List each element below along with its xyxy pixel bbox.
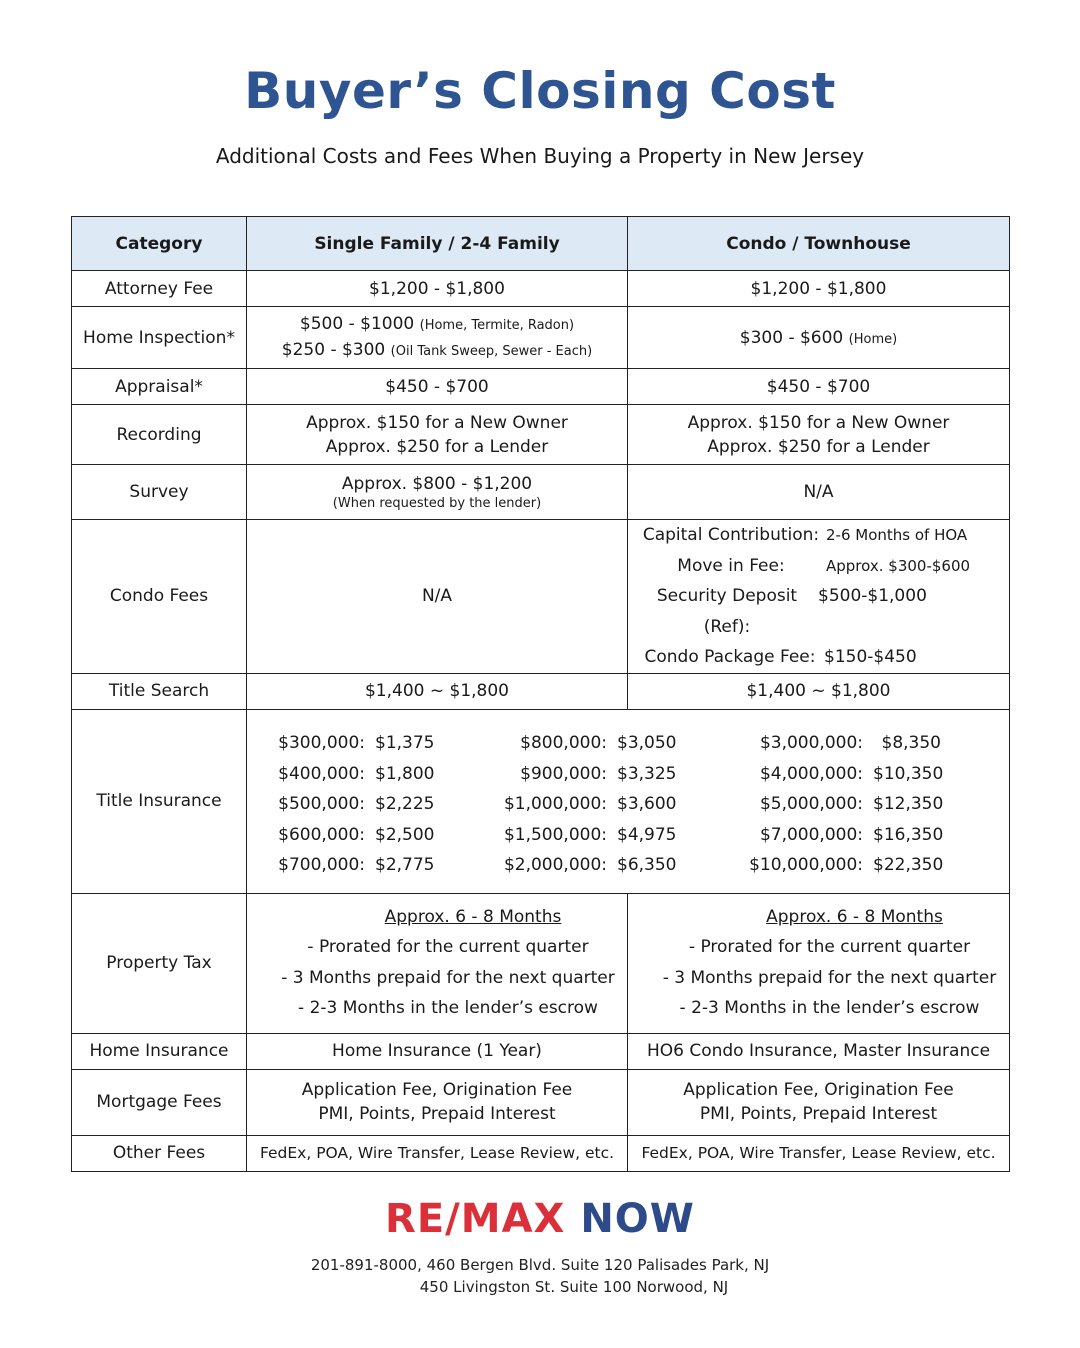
condo-fee-key: Move in Fee: xyxy=(677,555,785,576)
rate-fee: $6,350 xyxy=(617,855,677,875)
property-tax-label: Property Tax xyxy=(72,893,247,1033)
rate-row xyxy=(267,789,434,820)
home-insurance-label: Home Insurance xyxy=(72,1033,247,1069)
rate-price: $10,000,000: xyxy=(749,855,863,875)
property-tax-condo-bullet: - Prorated for the current quarter xyxy=(688,937,971,958)
inspection-single-2: $250 - $300 xyxy=(281,339,391,360)
row-home-insurance xyxy=(72,1033,1010,1069)
mortgage-single-line2: PMI, Points, Prepaid Interest xyxy=(318,1104,556,1124)
property-tax-single-bullet: - 2-3 Months in the lender’s escrow xyxy=(298,998,598,1019)
home-insurance-condo: HO6 Condo Insurance, Master Insurance xyxy=(628,1033,1010,1069)
mortgage-condo-line2: PMI, Points, Prepaid Interest xyxy=(699,1104,938,1124)
inspection-single-1-note: (Home, Termite, Radon) xyxy=(419,317,575,333)
inspection-single xyxy=(247,307,628,369)
rate-price: $4,000,000: xyxy=(759,763,863,784)
rate-price: $500,000: xyxy=(278,794,365,814)
condo-fees-label: Condo Fees xyxy=(72,520,247,674)
other-label: Other Fees xyxy=(72,1135,247,1171)
rate-price: $800,000: xyxy=(520,733,607,753)
rate-row xyxy=(267,759,434,790)
condo-fee-key: Condo Package Fee: xyxy=(644,647,816,667)
condo-fee-value: $500-$1,000 xyxy=(818,586,927,606)
inspection-condo-main: $300 - $600 xyxy=(739,327,849,348)
rate-price: $1,000,000: xyxy=(503,794,607,814)
rate-price: $400,000: xyxy=(278,763,365,784)
mortgage-single xyxy=(247,1069,628,1135)
attorney-label: Attorney Fee xyxy=(72,271,247,307)
property-tax-single-heading: Approx. 6 - 8 Months xyxy=(384,907,562,928)
title-search-single: $1,400 ~ $1,800 xyxy=(247,673,628,709)
row-recording xyxy=(72,405,1010,465)
rate-price: $7,000,000: xyxy=(759,824,863,845)
page-subtitle: Additional Costs and Fees When Buying a Property in New Jersey xyxy=(215,144,865,168)
rate-fee: $2,775 xyxy=(375,855,435,875)
row-property-tax xyxy=(72,893,1010,1033)
rate-price: $600,000: xyxy=(278,824,365,845)
rate-row xyxy=(745,789,944,820)
survey-single-note: (When requested by the lender) xyxy=(332,496,542,511)
rate-price: $3,000,000: xyxy=(759,733,863,753)
rate-row xyxy=(497,759,676,790)
page-title: Buyer’s Closing Cost xyxy=(244,62,836,120)
rate-fee: $8,350 xyxy=(881,733,941,753)
mortgage-condo-line1: Application Fee, Origination Fee xyxy=(683,1080,954,1100)
condo-fee-item xyxy=(636,551,1009,582)
appraisal-label: Appraisal* xyxy=(72,369,247,405)
rate-fee: $3,050 xyxy=(617,733,677,753)
header-category: Category xyxy=(72,217,247,271)
row-condo-fees xyxy=(72,520,1010,674)
mortgage-single-line1: Application Fee, Origination Fee xyxy=(301,1080,573,1100)
condo-fee-item xyxy=(636,520,1009,551)
rate-fee: $10,350 xyxy=(873,763,944,784)
header-condo: Condo / Townhouse xyxy=(628,217,1010,271)
other-condo: FedEx, POA, Wire Transfer, Lease Review, etc. xyxy=(628,1135,1010,1171)
attorney-single: $1,200 - $1,800 xyxy=(247,271,628,307)
appraisal-single: $450 - $700 xyxy=(247,369,628,405)
rate-fee: $3,325 xyxy=(617,763,677,784)
logo-now: NOW xyxy=(580,1196,695,1242)
rate-price: $2,000,000: xyxy=(503,855,607,875)
rate-row xyxy=(745,850,944,881)
row-mortgage-fees xyxy=(72,1069,1010,1135)
row-attorney-fee xyxy=(72,271,1010,307)
inspection-single-1: $500 - $1000 xyxy=(299,313,420,334)
rate-fee: $2,500 xyxy=(375,824,435,845)
row-title-insurance xyxy=(72,709,1010,893)
property-tax-condo-bullet: - 2-3 Months in the lender’s escrow xyxy=(679,998,980,1019)
rate-fee: $16,350 xyxy=(873,824,944,845)
other-single: FedEx, POA, Wire Transfer, Lease Review, etc. xyxy=(247,1135,628,1171)
row-survey xyxy=(72,465,1010,520)
survey-single-main: Approx. $800 - $1,200 xyxy=(341,474,533,494)
property-tax-single xyxy=(247,893,628,1033)
property-tax-condo-bullet: - 3 Months prepaid for the next quarter xyxy=(662,967,997,988)
rate-price: $700,000: xyxy=(278,855,365,875)
home-insurance-single: Home Insurance (1 Year) xyxy=(247,1033,628,1069)
rate-fee: $22,350 xyxy=(873,855,944,875)
condo-fees-list xyxy=(628,520,1010,674)
condo-fees-single: N/A xyxy=(247,520,628,674)
rate-row xyxy=(267,820,434,851)
title-insurance-col-3 xyxy=(745,728,944,881)
survey-label: Survey xyxy=(72,465,247,520)
rate-row xyxy=(267,728,434,759)
rate-row xyxy=(267,850,434,881)
rate-row xyxy=(745,820,944,851)
rate-price: $5,000,000: xyxy=(759,794,863,814)
recording-single-line2: Approx. $250 for a Lender xyxy=(325,436,549,457)
recording-label: Recording xyxy=(72,405,247,465)
header-single-family: Single Family / 2-4 Family xyxy=(247,217,628,271)
title-search-condo: $1,400 ~ $1,800 xyxy=(628,673,1010,709)
address-line-1: 201-891-8000, 460 Bergen Blvd. Suite 120 Palisades Park, NJ xyxy=(310,1256,770,1274)
recording-condo-line2: Approx. $250 for a Lender xyxy=(707,436,930,457)
title-search-label: Title Search xyxy=(72,673,247,709)
survey-single xyxy=(247,465,628,520)
attorney-condo: $1,200 - $1,800 xyxy=(628,271,1010,307)
rate-row xyxy=(745,728,941,759)
title-insurance-col-2 xyxy=(497,728,676,881)
closing-cost-table xyxy=(71,216,1010,1172)
survey-condo: N/A xyxy=(628,465,1010,520)
row-home-inspection xyxy=(72,307,1010,369)
condo-fee-value: Approx. $300-$600 xyxy=(826,556,971,575)
recording-condo-line1: Approx. $150 for a New Owner xyxy=(687,412,950,433)
rate-price: $300,000: xyxy=(278,733,365,753)
inspection-condo-note: (Home) xyxy=(848,331,898,347)
rate-row xyxy=(497,820,676,851)
row-other-fees xyxy=(72,1135,1010,1171)
property-tax-single-bullet: - 3 Months prepaid for the next quarter xyxy=(281,967,615,988)
title-insurance-col-1 xyxy=(267,728,434,881)
appraisal-condo: $450 - $700 xyxy=(628,369,1010,405)
recording-condo xyxy=(628,405,1010,465)
row-appraisal xyxy=(72,369,1010,405)
rate-row xyxy=(497,728,676,759)
condo-fee-item xyxy=(636,642,1009,673)
mortgage-label: Mortgage Fees xyxy=(72,1069,247,1135)
address-line-2: 450 Livingston St. Suite 100 Norwood, NJ xyxy=(419,1278,729,1296)
condo-fee-key: Capital Contribution: xyxy=(642,525,820,545)
rate-price: $1,500,000: xyxy=(503,824,607,845)
row-title-search xyxy=(72,673,1010,709)
rate-fee: $4,975 xyxy=(617,824,677,845)
rate-fee: $1,800 xyxy=(375,763,435,784)
rate-row xyxy=(745,759,944,790)
logo-remax: RE/MAX xyxy=(385,1196,566,1242)
rate-price: $900,000: xyxy=(520,763,607,784)
rate-fee: $2,225 xyxy=(375,794,435,814)
condo-fee-item xyxy=(636,581,1009,642)
rate-fee: $3,600 xyxy=(617,794,677,814)
condo-fee-value: 2-6 Months of HOA xyxy=(826,526,968,544)
header-row xyxy=(72,217,1010,271)
mortgage-condo xyxy=(628,1069,1010,1135)
property-tax-condo-heading: Approx. 6 - 8 Months xyxy=(766,907,943,928)
condo-fee-value: $150-$450 xyxy=(824,647,917,667)
inspection-condo xyxy=(628,307,1010,369)
title-insurance-rates xyxy=(247,709,1010,893)
inspection-label: Home Inspection* xyxy=(72,307,247,369)
condo-fee-key: Security Deposit (Ref): xyxy=(656,586,798,637)
inspection-single-2-note: (Oil Tank Sweep, Sewer - Each) xyxy=(390,343,593,359)
property-tax-condo xyxy=(628,893,1010,1033)
rate-row xyxy=(497,789,676,820)
remax-now-logo xyxy=(0,1196,1080,1242)
title-insurance-label: Title Insurance xyxy=(72,709,247,893)
property-tax-single-bullet: - Prorated for the current quarter xyxy=(307,937,589,958)
rate-fee: $1,375 xyxy=(375,733,435,753)
rate-fee: $12,350 xyxy=(873,794,944,814)
recording-single xyxy=(247,405,628,465)
recording-single-line1: Approx. $150 for a New Owner xyxy=(306,412,568,433)
rate-row xyxy=(497,850,676,881)
